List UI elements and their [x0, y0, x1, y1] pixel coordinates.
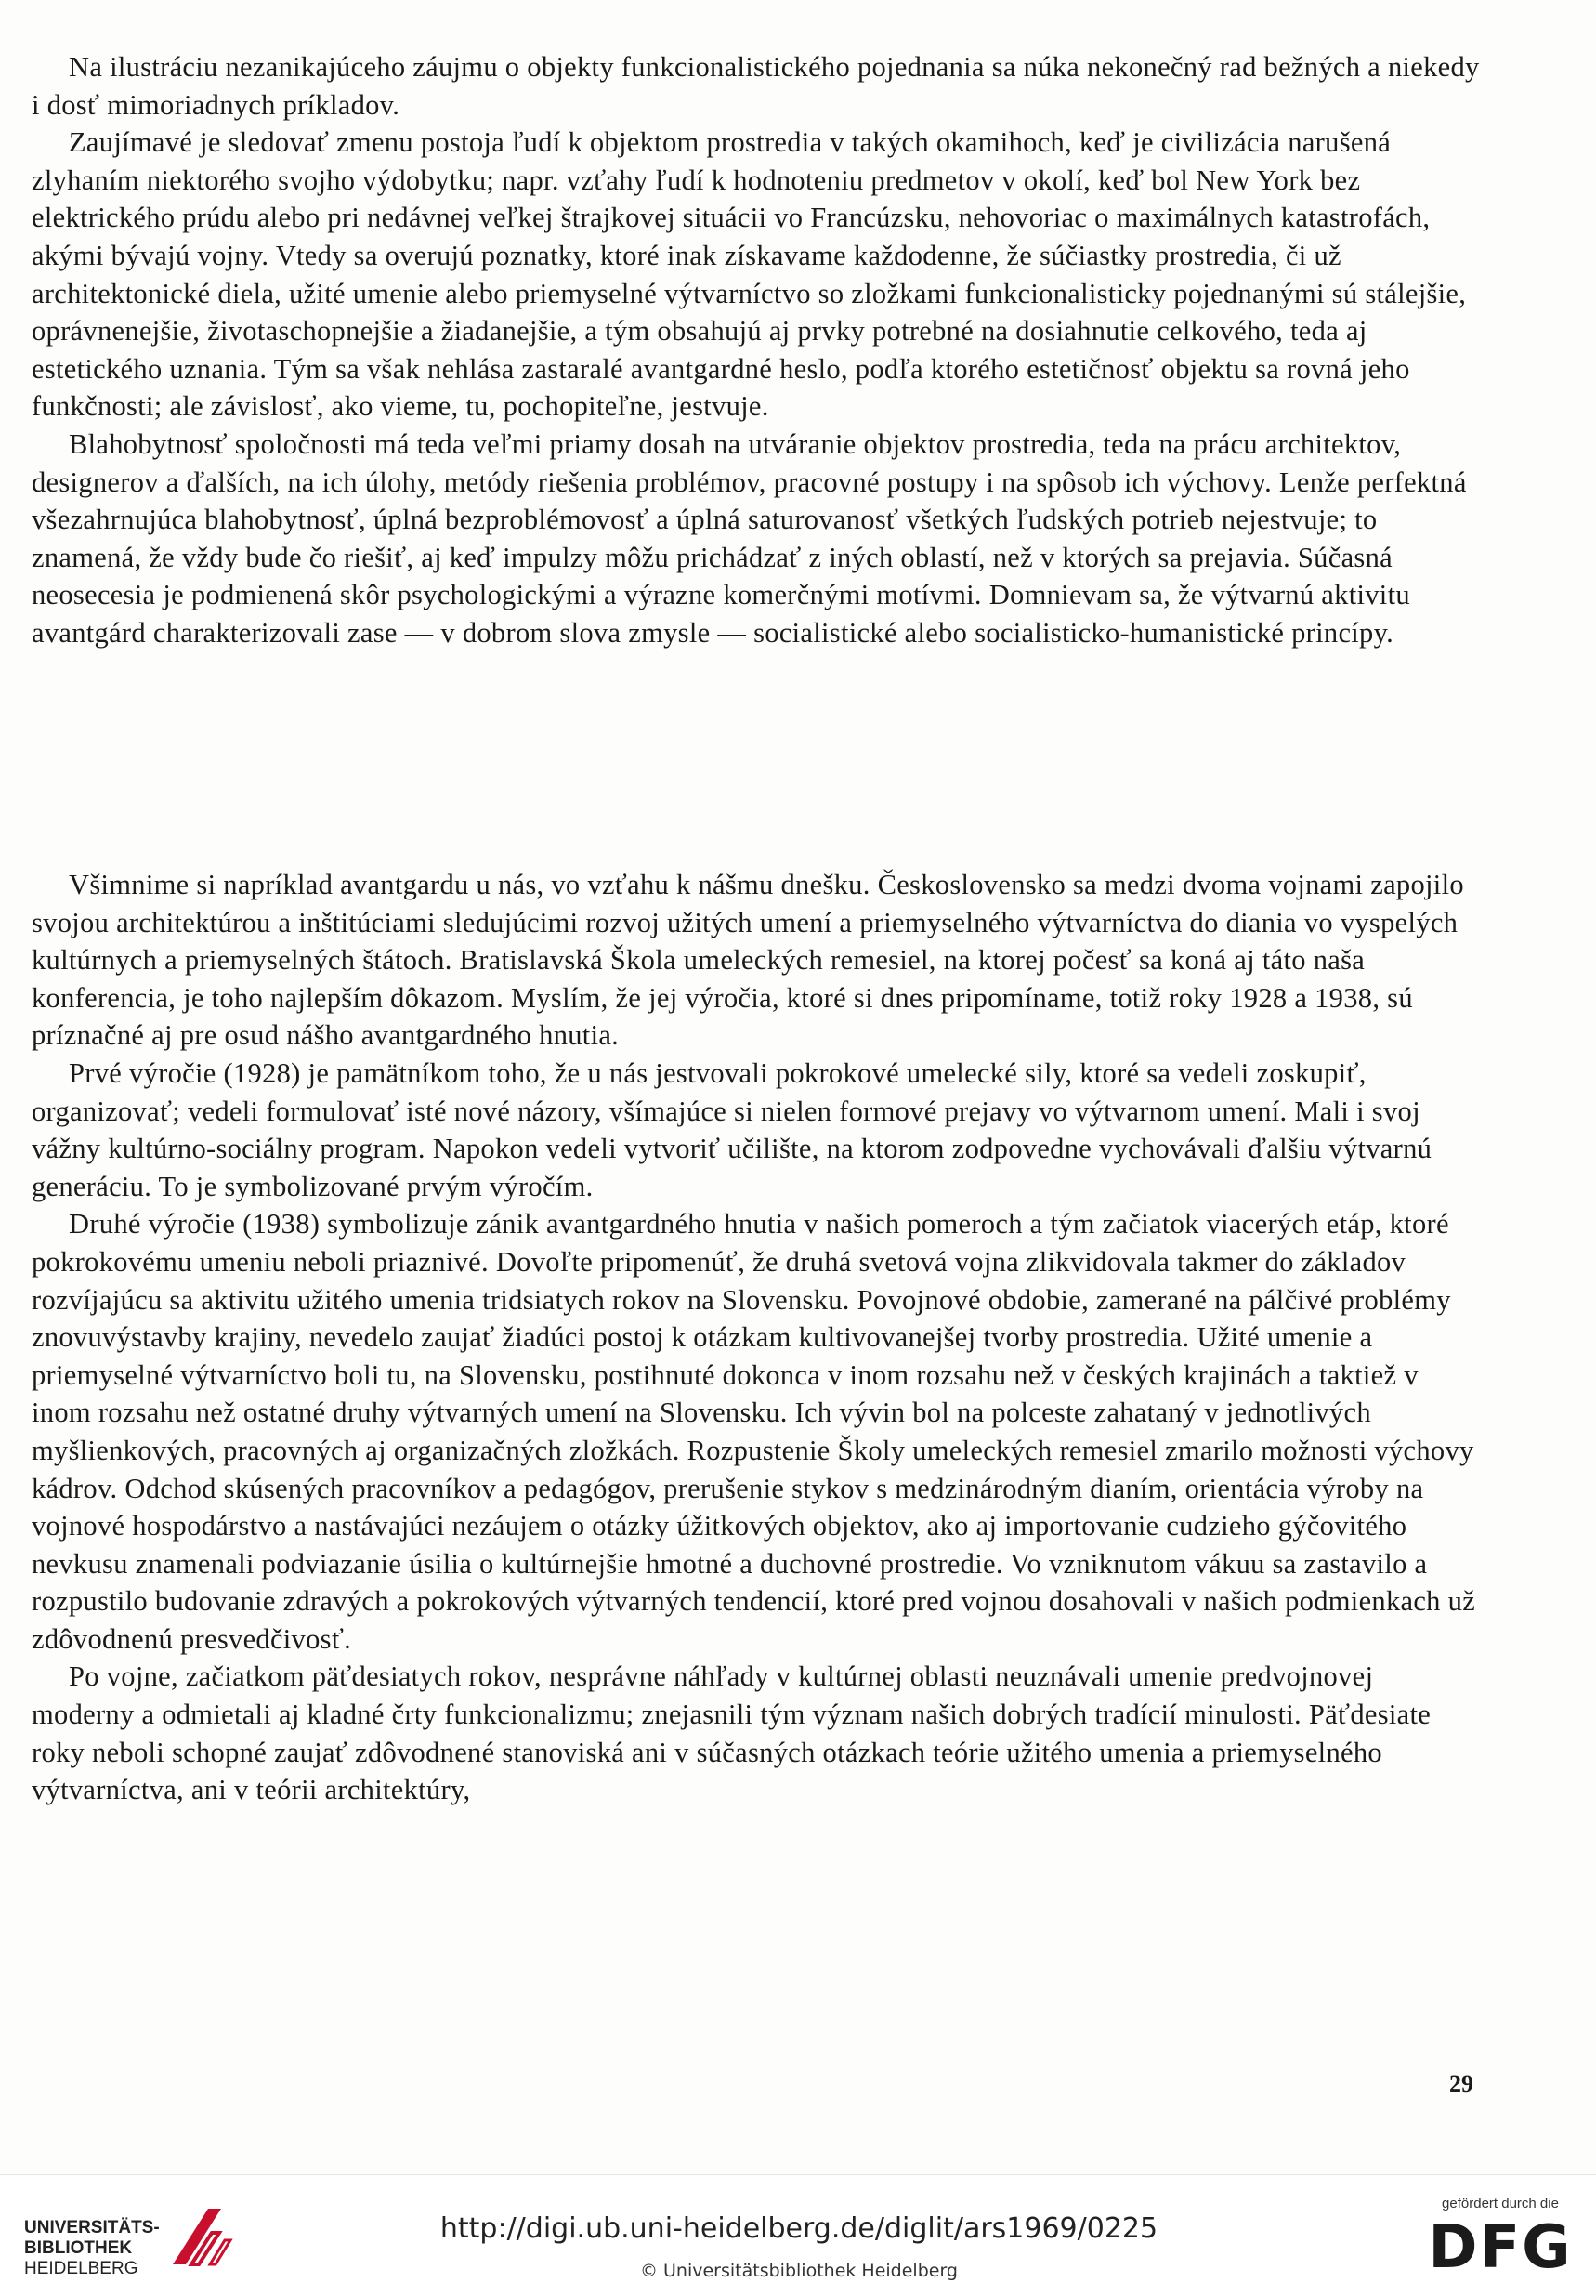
copyright-notice: © Universitätsbibliothek Heidelberg	[639, 2261, 958, 2281]
text-section-2	[32, 866, 1481, 1809]
digitization-footer	[0, 2174, 1596, 2296]
paragraph: Prvé výročie (1928) je pamätníkom toho, že u nás jestvovali pokrokové umelecké sily, ktoré sa vedeli zoskupiť, organizovať; vedeli formulovať isté nové názory, všímajúce si nielen formové prejavy vo výtvarnom umení. Mali i svoj vážny kultúrno-sociálny program. Napokon vedeli vytvoriť učilište, na ktorom zodpovedne vychovávali ďalšiu výtvarnú generáciu. To je symbolizované prvým výročím.	[32, 1056, 1432, 1202]
paragraph: Po vojne, začiatkom päťdesiatych rokov, nesprávne náhľady v kultúrnej oblasti neuznávali umenie predvojnovej moderny a odmietali aj kladné črty funkcionalizmu; znejasnili tým význam našich dobrých tradícií minulosti. Päťdesiate roky neboli schopné zaujať zdôvodnené stanoviská ani v súčasných otázkach teórie užitého umenia a priemyselného výtvarníctva, ani v teórii architektúry,	[32, 1660, 1432, 1806]
paragraph: Blahobytnosť spoločnosti má teda veľmi priamy dosah na utváranie objektov prostredia, teda na prácu architektov, designerov a ďalších, na ich úlohy, metódy riešenia problémov, pracovné postupy i na spôsob ich výchovy. Lenže perfektná všezahrnujúca blahobytnosť, úplná bezproblémovosť a úplná saturovanosť všetkých ľudských potrieb nejestvuje; to znamená, že vždy bude čo riešiť, aj keď impulzy môžu prichádzať z iných oblastí, než v ktorých sa prejavia. Súčasná neosecesia je podmienená skôr psychologickými a výrazne komerčnými motívmi. Domnievam sa, že výtvarnú aktivitu avantgárd charakterizovali zase — v dobrom slova zmysle — socialistické alebo socialisticko-humanistické princípy.	[32, 427, 1467, 649]
dfg-logo[interactable]: DFG	[1428, 2213, 1573, 2282]
page-number: 29	[1449, 2070, 1473, 2097]
permalink[interactable]: http://digi.ub.uni-heidelberg.de/diglit/ars1969/0225	[439, 2212, 1158, 2245]
library-emblem-icon	[164, 2199, 238, 2274]
library-logo[interactable]	[24, 2199, 247, 2278]
paragraph: Všimnime si napríklad avantgardu u nás, vo vzťahu k nášmu dnešku. Československo sa medzi dvoma vojnami zapojilo svojou architektúrou a inštitúciami sledujúcimi rozvoj užitých umení a priemyselného výtvarníctva do diania vo vyspelých kultúrnych a priemyselných štátoch. Bratislavská Škola umeleckých remesiel, na ktorej počesť sa koná aj táto naša konferencia, je toho najlepším dôkazom. Myslím, že jej výročia, ktoré si dnes pripomíname, totiž roky 1928 a 1938, sú príznačné aj pre osud nášho avantgardného hnutia.	[32, 869, 1464, 1052]
library-name-line-3: HEIDELBERG	[24, 2259, 138, 2278]
paragraph: Druhé výročie (1938) symbolizuje zánik avantgardného hnutia v našich pomeroch a tým začiatok viacerých etáp, ktoré pokrokovému umeniu neboli priaznivé. Dovoľte pripomenúť, že druhá svetová vojna zlikvidovala takmer do základov rozvíjajúcu sa aktivitu užitého umenia tridsiatych rokov na Slovensku. Povojnové obdobie, zamerané na pálčivé problémy znovuvýstavby krajiny, nevedelo zaujať žiadúci postoj k otázkam kultivovanejšej tvorby prostredia. Užité umenie a priemyselné výtvarníctvo boli tu, na Slovensku, postihnuté dokonca v inom rozsahu než v českých krajinách a taktiež v inom rozsahu než ostatné druhy výtvarných umení na Slovensku. Ich vývin bol na polceste zahataný v jednotlivých myšlienkových, pracovných aj organizačných zložkách. Rozpustenie Školy umeleckých remesiel zmarilo možnosti výchovy kádrov. Odchod skúsených pracovníkov a pedagógov, prerušenie stykov s medzinárodným dianím, orientácia výroby na vojnové hospodárstvo a nastávajúci nezáujem o otázky úžitkových objektov, ako aj importovanie cudzieho gýčovitého nevkusu znamenali podviazanie úsilia o kultúrnejšie hmotné a duchovné prostredie. Vo vzniknutom vákuu sa zastavilo a rozpustilo budovanie zdravých a pokrokových výtvarných tendencií, ktoré pred vojnou dosahovali v našich podmienkach už zdôvodnenú presvedčivosť.	[32, 1208, 1476, 1655]
paragraph: Zaujímavé je sledovať zmenu postoja ľudí k objektom prostredia v takých okamihoch, keď je civilizácia narušená zlyhaním niektorého svojho výdobytku; napr. vzťahy ľudí k hodnoteniu predmetov v okolí, keď bol New York bez elektrického prúdu alebo pri nedávnej veľkej štrajkovej situácii vo Francúzsku, nehovoriac o maximálnych katastrofách, akými bývajú vojny. Vtedy sa overujú poznatky, ktoré inak získavame každodenne, že súčiastky prostredia, či už architektonické diela, užité umenie alebo priemyselné výtvarníctvo so zložkami funkcionalisticky pojednanými sú stálejšie, oprávnenejšie, životaschopnejšie a žiadanejšie, a tým obsahujú aj prvky potrebné na dosiahnutie celkového, teda aj estetického uznania. Tým sa však nehlása zastaralé avantgardné heslo, podľa ktorého estetičnosť objektu sa rovná jeho funkčnosti; ale závislosť, ako vieme, tu, pochopiteľne, jestvuje.	[32, 126, 1467, 423]
paragraph: Na ilustráciu nezanikajúceho záujmu o objekty funkcionalistického pojednania sa núka nekonečný rad bežných a niekedy i dosť mimoriadnych príkladov.	[32, 51, 1480, 121]
text-section-1	[32, 48, 1481, 652]
library-name-line-1: UNIVERSITÄTS-	[24, 2218, 160, 2237]
library-name	[24, 2218, 173, 2279]
library-name-line-2: BIBLIOTHEK	[24, 2238, 133, 2258]
funding-note: gefördert durch die	[1442, 2196, 1559, 2211]
